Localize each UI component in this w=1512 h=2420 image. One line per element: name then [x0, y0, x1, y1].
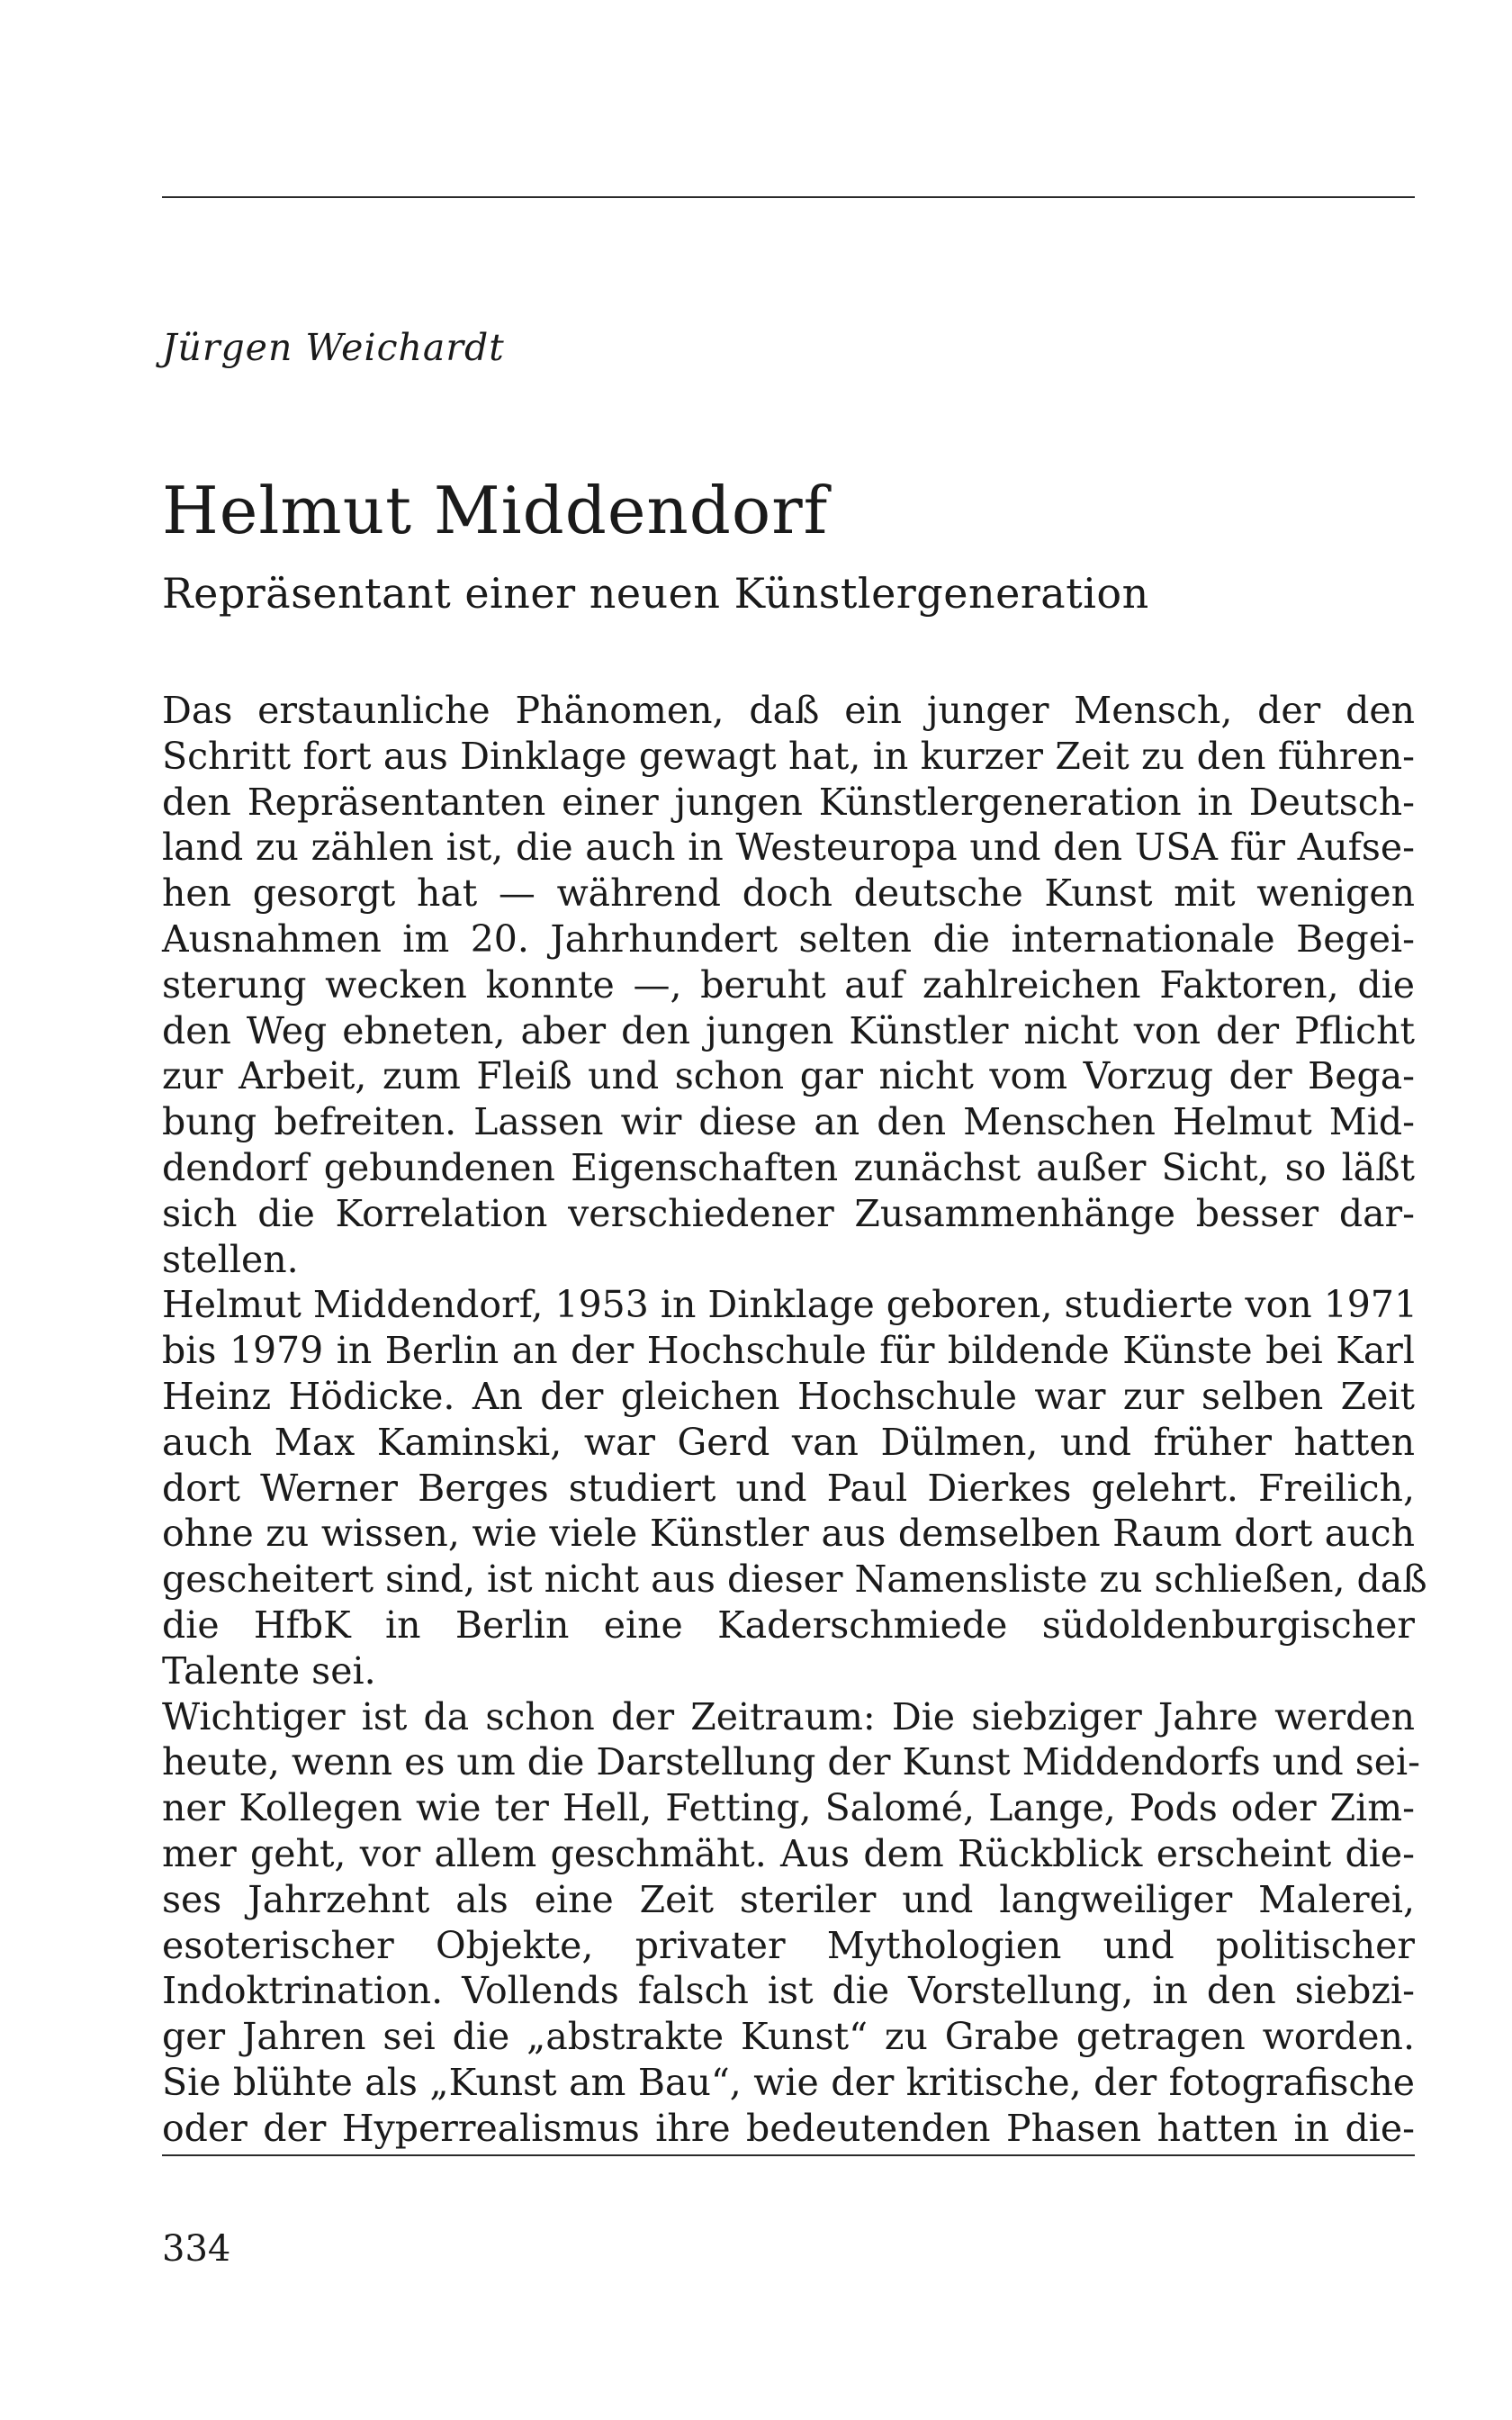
top-rule	[162, 196, 1415, 198]
body-line: dendorf gebundenen Eigenschaften zunächst außer Sicht, so läßt	[162, 1145, 1415, 1189]
body-line: hen gesorgt hat — während doch deutsche Kunst mit wenigen	[162, 871, 1415, 916]
body-line: bung befreiten. Lassen wir diese an den Menschen Helmut Mid-	[162, 1100, 1415, 1144]
body-line: Indoktrination. Vollends falsch ist die Vorstellung, in den siebzi-	[162, 1969, 1415, 2013]
body-line: die HfbK in Berlin eine Kaderschmiede südoldenburgischer	[162, 1603, 1415, 1647]
body-line: ner Kollegen wie ter Hell, Fetting, Salomé, Lange, Pods oder Zim-	[162, 1786, 1415, 1830]
body-line: zur Arbeit, zum Fleiß und schon gar nicht vom Vorzug der Bega-	[162, 1054, 1415, 1098]
body-line: ger Jahren sei die „abstrakte Kunst“ zu Grabe getragen worden.	[162, 2015, 1415, 2059]
body-line: bis 1979 in Berlin an der Hochschule für bildende Künste bei Karl	[162, 1329, 1415, 1373]
body-line: sterung wecken konnte —, beruht auf zahlreichen Faktoren, die	[162, 962, 1415, 1007]
body-line: Schritt fort aus Dinklage gewagt hat, in kurzer Zeit zu den führen-	[162, 734, 1415, 778]
body-line: ohne zu wissen, wie viele Künstler aus demselben Raum dort auch	[162, 1512, 1415, 1556]
article-title: Helmut Middendorf	[162, 473, 829, 548]
author-name: Jürgen Weichardt	[162, 326, 505, 369]
body-line: gescheitert sind, ist nicht aus dieser Namensliste zu schließen, daß	[162, 1558, 1427, 1602]
body-line: dort Werner Berges studiert und Paul Dierkes gelehrt. Freilich,	[162, 1466, 1415, 1510]
body-line: den Weg ebneten, aber den jungen Künstler nicht von der Pflicht	[162, 1008, 1415, 1052]
page-number: 334	[162, 2228, 231, 2270]
body-line: Sie blühte als „Kunst am Bau“, wie der kritische, der fotografische	[162, 2060, 1415, 2104]
bottom-rule	[162, 2154, 1415, 2156]
body-line: mer geht, vor allem geschmäht. Aus dem Rückblick erscheint die-	[162, 1831, 1415, 1875]
body-line: stellen.	[162, 1237, 299, 1281]
body-line: ses Jahrzehnt als eine Zeit steriler und langweiliger Malerei,	[162, 1877, 1415, 1921]
body-line: esoterischer Objekte, privater Mythologien und politischer	[162, 1923, 1415, 1967]
body-line: Wichtiger ist da schon der Zeitraum: Die siebziger Jahre werden	[162, 1694, 1415, 1738]
body-line: Helmut Middendorf, 1953 in Dinklage geboren, studierte von 1971	[162, 1283, 1418, 1327]
body-line: den Repräsentanten einer jungen Künstlergeneration in Deutsch-	[162, 780, 1415, 824]
body-line: auch Max Kaminski, war Gerd van Dülmen, und früher hatten	[162, 1420, 1415, 1464]
body-line: land zu zählen ist, die auch in Westeuropa und den USA für Aufse-	[162, 826, 1415, 870]
article-subtitle: Repräsentant einer neuen Künstlergeneration	[162, 569, 1149, 618]
body-line: Talente sei.	[162, 1648, 376, 1693]
body-line: Das erstaunliche Phänomen, daß ein junger Mensch, der den	[162, 689, 1415, 732]
body-text	[162, 688, 1427, 2152]
body-line: oder der Hyperrealismus ihre bedeutenden Phasen hatten in die-	[162, 2106, 1415, 2150]
body-line: heute, wenn es um die Darstellung der Kunst Middendorfs und sei-	[162, 1740, 1421, 1784]
body-line: sich die Korrelation verschiedener Zusammenhänge besser dar-	[162, 1191, 1415, 1235]
body-line: Heinz Hödicke. An der gleichen Hochschule war zur selben Zeit	[162, 1374, 1415, 1418]
body-line: Ausnahmen im 20. Jahrhundert selten die internationale Begei-	[162, 917, 1415, 961]
